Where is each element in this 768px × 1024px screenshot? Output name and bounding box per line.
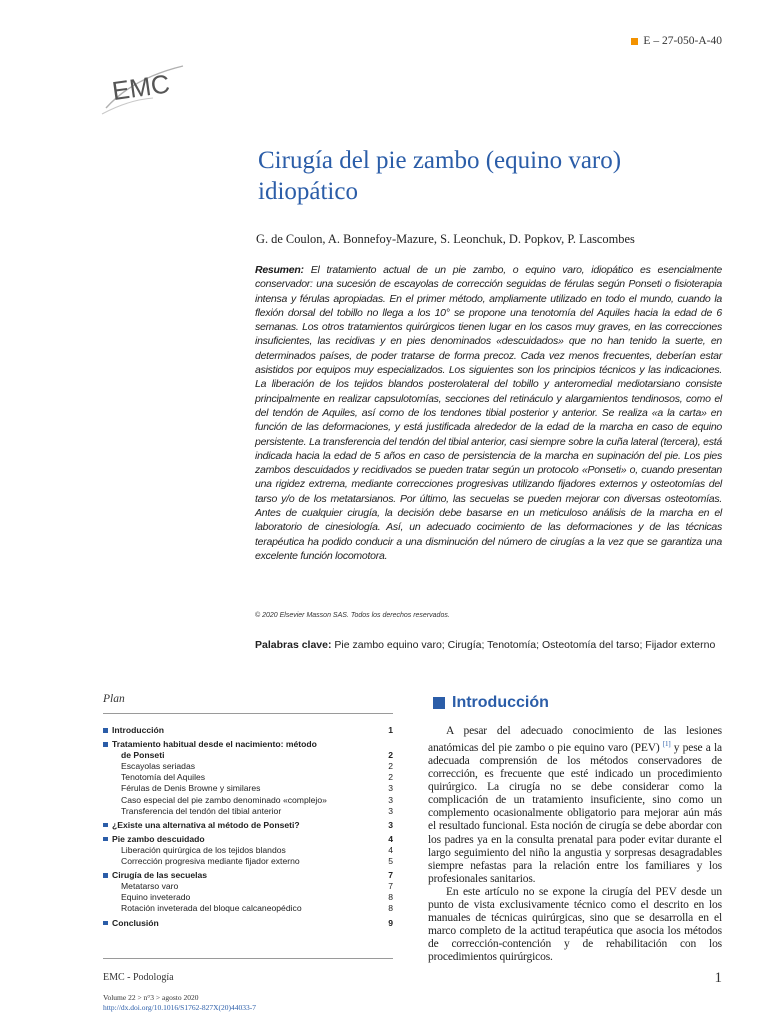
copyright: © 2020 Elsevier Masson SAS. Todos los derechos reservados. bbox=[255, 612, 450, 619]
plan-bullet bbox=[103, 750, 112, 753]
plan-item[interactable] bbox=[103, 725, 393, 736]
article-authors: G. de Coulon, A. Bonnefoy-Mazure, S. Leonchuk, D. Popkov, P. Lascombes bbox=[256, 232, 635, 246]
plan-item[interactable] bbox=[103, 870, 393, 881]
bullet-square-icon bbox=[103, 921, 108, 926]
doi-link[interactable]: http://dx.doi.org/10.1016/S1762-827X(20)44033-7 bbox=[103, 1003, 256, 1012]
plan-item-page: 2 bbox=[388, 761, 393, 772]
abstract-label: Resumen: bbox=[255, 264, 304, 276]
plan-item-label: Tratamiento habitual desde el nacimiento: método bbox=[112, 739, 317, 750]
plan-list bbox=[103, 725, 393, 929]
plan-bullet bbox=[103, 806, 112, 809]
plan-bullet bbox=[103, 870, 112, 878]
plan-top-rule bbox=[103, 713, 393, 714]
keywords-text: Pie zambo equino varo; Cirugía; Tenotomía; Osteotomía del tarso; Fijador externo bbox=[334, 639, 716, 651]
keywords-label: Palabras clave: bbox=[255, 639, 332, 651]
plan-bullet bbox=[103, 820, 112, 828]
plan-item-label: Equino inveterado bbox=[121, 892, 191, 903]
plan-item-label: Liberación quirúrgica de los tejidos blandos bbox=[121, 844, 286, 855]
logo-text: EMC bbox=[110, 68, 172, 107]
plan-item-page: 4 bbox=[388, 833, 393, 844]
plan-item-label: Férulas de Denis Browne y similares bbox=[121, 783, 261, 794]
abstract bbox=[255, 263, 722, 563]
plan-item-page: 5 bbox=[388, 856, 393, 867]
plan-bullet bbox=[103, 845, 112, 848]
keywords bbox=[255, 638, 722, 653]
plan-bottom-rule bbox=[103, 958, 393, 959]
plan-item-page: 3 bbox=[388, 783, 393, 794]
blue-square-icon bbox=[433, 697, 445, 709]
bullet-square-icon bbox=[103, 728, 108, 733]
plan-subitem[interactable] bbox=[103, 761, 393, 772]
plan-item[interactable] bbox=[103, 820, 393, 831]
plan-bullet bbox=[103, 783, 112, 786]
introduction-paragraph-2: En este artículo no se expone la cirugía del PEV desde un punto de vista exclusivamente técnico como el descrito en los manuales de técnicas quirúrgicas, sino que se desarrolla en el marco completo de la actitud terapéutica que asocia los métodos de corrección-contención y de rehabilitación con los procedimientos quirúrgicos. bbox=[428, 885, 722, 964]
plan-item-label: Introducción bbox=[112, 725, 165, 735]
plan-item-page: 7 bbox=[388, 881, 393, 892]
plan-item-label: Conclusión bbox=[112, 917, 159, 928]
plan-bullet bbox=[103, 892, 112, 895]
plan-subitem[interactable] bbox=[103, 892, 393, 903]
document-code-text: E – 27-050-A-40 bbox=[643, 35, 722, 47]
plan-item-label: Escayolas seriadas bbox=[121, 761, 196, 772]
plan-item[interactable] bbox=[103, 739, 393, 750]
plan-title: Plan bbox=[103, 693, 125, 705]
bullet-square-icon bbox=[103, 873, 108, 878]
page-number: 1 bbox=[714, 970, 722, 986]
plan-item-label: de Ponseti bbox=[121, 750, 165, 761]
emc-logo bbox=[98, 58, 188, 116]
plan-bullet bbox=[103, 918, 112, 926]
plan-item-page: 9 bbox=[388, 917, 393, 928]
plan-bullet bbox=[103, 795, 112, 798]
bullet-square-icon bbox=[103, 742, 108, 747]
reference-link[interactable]: [1] bbox=[662, 740, 671, 749]
plan-item[interactable] bbox=[103, 750, 393, 761]
plan-subitem[interactable] bbox=[103, 795, 393, 806]
plan-bullet bbox=[103, 856, 112, 859]
plan-subitem[interactable] bbox=[103, 806, 393, 817]
plan-bullet bbox=[103, 772, 112, 775]
plan-item-page: 4 bbox=[388, 844, 393, 855]
plan-item-page: 3 bbox=[388, 805, 393, 816]
plan-item-page: 8 bbox=[388, 903, 393, 914]
plan-item-page: 3 bbox=[388, 819, 393, 830]
plan-bullet bbox=[103, 761, 112, 764]
plan-item-page: 2 bbox=[388, 750, 393, 761]
plan-bullet bbox=[103, 903, 112, 906]
introduction-body bbox=[428, 725, 722, 965]
plan-subitem[interactable] bbox=[103, 783, 393, 794]
plan-item-label: Pie zambo descuidado bbox=[112, 833, 205, 844]
plan-item-label: Metatarso varo bbox=[121, 881, 179, 892]
introduction-heading-text: Introducción bbox=[452, 694, 549, 711]
plan-item-label: Tenotomía del Aquiles bbox=[121, 772, 206, 783]
plan-subitem[interactable] bbox=[103, 856, 393, 867]
introduction-paragraph-1 bbox=[428, 725, 722, 886]
plan-bullet bbox=[103, 725, 112, 733]
plan-item-page: 7 bbox=[388, 870, 393, 881]
plan-item-page: 2 bbox=[388, 772, 393, 783]
plan-bullet bbox=[103, 834, 112, 842]
plan-item[interactable] bbox=[103, 918, 393, 929]
plan-item-page: 3 bbox=[388, 794, 393, 805]
plan-subitem[interactable] bbox=[103, 772, 393, 783]
plan-item-label: Corrección progresiva mediante fijador externo bbox=[121, 856, 300, 867]
orange-square-icon bbox=[631, 38, 638, 45]
plan-item-label: Transferencia del tendón del tibial anterior bbox=[121, 805, 282, 816]
paragraph-text: y pese a la adecuada comprensión de los métodos conservadores de corrección, es frecuente que esté indicado un procedimiento quirúrgico. La cirugía no se debe considerar como la complicación de un tratamiento insuficiente, sino como un complemento ocasionalmente obligatorio para mejorar aún más el resultado funcional. Esta noción de cirugía se debe abordar con los padres ya en la consulta prenatal para poder evitar durante el largo seguimiento del niño la angustia y sorpresas desagradables siempre nefastas para la relación entre los familiares y los profesionales sanitarios. bbox=[428, 741, 722, 885]
plan-subitem[interactable] bbox=[103, 881, 393, 892]
document-code bbox=[631, 35, 722, 47]
plan-subitem[interactable] bbox=[103, 903, 393, 914]
plan-item-label: Cirugía de las secuelas bbox=[112, 870, 208, 881]
plan-item-label: Rotación inveterada del bloque calcaneopédico bbox=[121, 903, 302, 914]
abstract-text: El tratamiento actual de un pie zambo, o equino varo, idiopático es esencialmente conservador: una sucesión de escayolas de corrección seguidas de férulas según Ponseti o fisioterapia intensa y férulas apropiadas. En el primer método, ampliamente utilizado en todo el mundo, cuando la flexión dorsal del tobillo no llega a los 10° se propone una tenotomía del Aquiles hacia la edad de 6 semanas. Los otros tratamientos quirúrgicos tienen lugar en los casos muy graves, en las correcciones insuficientes, las recidivas y en pies denominados «descuidados» que no han tenido la suerte, en determinados países, de poder tratarse de forma precoz. Cada vez menos frecuentes, deberían estar asistidos por equipos muy especializados. Los siguientes son los principios técnicos y las indicaciones. La liberación de los tejidos blandos posterolateral del tobillo y anteromedial mediotarsiano consiste principalmente en realizar capsulotomías, secciones del retináculo y alargamientos tendinosos, como el del tendón de Aquiles, así como de los tendones tibial posterior y anterior. Se realiza «a la carta» en función de las deformaciones, y está justificada alrededor de la edad de la marcha en caso de equino persistente. La transferencia del tendón del tibial anterior, casi siempre sobre la cuña lateral (tercera), está indicada hacia la edad de 5 años en caso de persistencia de la marcha en supinación del pie. Los pies zambos descuidados y recidivados se pueden tratar según un protocolo «Ponseti» o, cuando presentan una rigidez extrema, mediante correcciones progresivas utilizando fijadores externos y osteotomías del tarso y/o de los metatarsianos. Por último, las secuelas se pueden mejorar con diversas osteotomías. Antes de cualquier cirugía, la decisión debe basarse en un meticuloso análisis de la marcha en el laboratorio de cinesiología. Así, un adecuado cocimiento de las deformaciones y de las técnicas terapéutica ha podido conducir a una disminución del número de cirugías a la vez que se garantiza una excelente función locomotora. bbox=[255, 264, 722, 562]
journal-name: EMC - Podología bbox=[103, 972, 174, 983]
volume-info: Volume 22 > n°3 > agosto 2020 bbox=[103, 993, 199, 1002]
plan-bullet bbox=[103, 881, 112, 884]
plan-item-label: Caso especial del pie zambo denominado «complejo» bbox=[121, 794, 327, 805]
plan-item[interactable] bbox=[103, 834, 393, 845]
bullet-square-icon bbox=[103, 823, 108, 828]
plan-subitem[interactable] bbox=[103, 845, 393, 856]
introduction-heading bbox=[433, 694, 549, 712]
plan-item-label: ¿Existe una alternativa al método de Ponseti? bbox=[112, 819, 300, 830]
paragraph-text: A pesar del adecuado conocimiento de las lesiones anatómicas del pie zambo o pie equino varo (PEV) bbox=[428, 725, 722, 754]
bullet-square-icon bbox=[103, 837, 108, 842]
plan-bullet bbox=[103, 739, 112, 747]
article-title: Cirugía del pie zambo (equino varo) idiopático bbox=[258, 147, 622, 205]
plan-item-page: 1 bbox=[388, 725, 393, 735]
plan-item-page: 8 bbox=[388, 892, 393, 903]
